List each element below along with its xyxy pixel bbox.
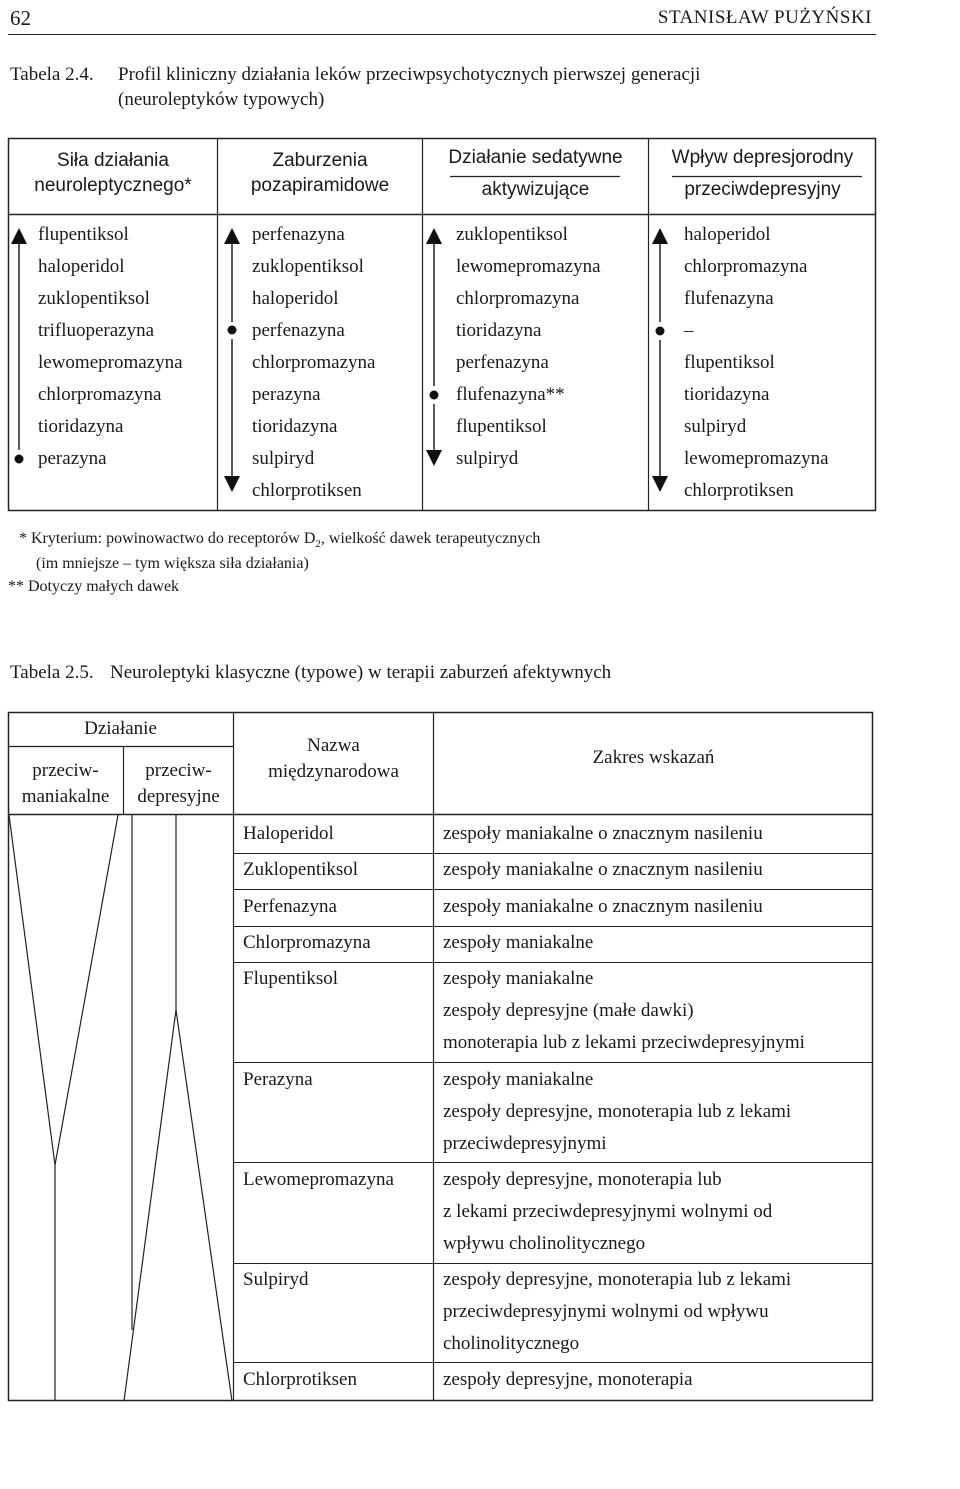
list-item: tioridazyna <box>38 416 124 437</box>
indication-line: zespoły maniakalne o znacznym nasileniu <box>443 859 763 880</box>
list-item: perazyna <box>252 384 321 405</box>
indication-line: wpływu cholinolitycznego <box>443 1233 646 1254</box>
list-item: perfenazyna <box>456 352 549 373</box>
list-item: flufenazyna <box>684 288 774 309</box>
list-item: chlorpromazyna <box>456 288 580 309</box>
list-item: chlorpromazyna <box>252 352 376 373</box>
list-item: sulpiryd <box>456 448 519 469</box>
list-item: lewomepromazyna <box>38 352 183 373</box>
list-item: lewomepromazyna <box>456 256 601 277</box>
col-header-extrapyramidal: Zaburzenia pozapiramidowe <box>250 150 390 196</box>
drug-name: Perazyna <box>243 1069 313 1090</box>
indication-line: zespoły maniakalne <box>443 1069 594 1090</box>
list-item: chlorpromazyna <box>684 256 808 277</box>
running-author: STANISŁAW PUŻYŃSKI <box>657 7 872 28</box>
footnote-criterion: * Kryterium: powinowactwo do receptorów $D_2$, wielkość dawek terapeutycznych <box>19 530 541 551</box>
drug-name: Lewomepromazyna <box>243 1169 394 1190</box>
list-item: perfenazyna <box>252 224 345 245</box>
col-header-neuroleptic-strength: Siła działania neuroleptycznego* <box>34 150 192 196</box>
table-2-4-title: Profil kliniczny działania leków przeciwpsychotycznych pierwszej generacji <box>118 64 701 85</box>
drug-name: Flupentiksol <box>243 968 339 989</box>
list-item: flupentiksol <box>684 352 775 373</box>
indication-line: zespoły depresyjne, monoterapia lub z lekami <box>443 1101 792 1122</box>
list-item: tioridazyna <box>684 384 770 405</box>
list-item: flupentiksol <box>38 224 129 245</box>
list-item: zuklopentiksol <box>252 256 364 277</box>
drug-name: Zuklopentiksol <box>243 859 359 880</box>
indication-line: z lekami przeciwdepresyjnymi wolnymi od <box>443 1201 773 1222</box>
indication-line: zespoły depresyjne, monoterapia lub <box>443 1169 722 1190</box>
list-item: zuklopentiksol <box>456 224 568 245</box>
table-2-4-label: Tabela 2.4. <box>10 64 94 85</box>
list-item: haloperidol <box>252 288 339 309</box>
drug-name: Perfenazyna <box>243 896 337 917</box>
indication-line: zespoły maniakalne o znacznym nasileniu <box>443 823 763 844</box>
header-antimanic: przeciw- maniakalne <box>21 760 110 807</box>
antimanic-wedge <box>9 815 118 1401</box>
list-item: trifluoperazyna <box>38 320 155 341</box>
footnote-criterion-cont: (im mniejsze – tym większa siła działania) <box>36 555 309 572</box>
header-international-name: Nazwa międzynarodowa <box>268 735 399 782</box>
indication-line: zespoły maniakalne o znacznym nasileniu <box>443 896 763 917</box>
table-2-4-title-cont: (neuroleptyków typowych) <box>118 89 325 110</box>
list-item: perfenazyna <box>252 320 345 341</box>
indication-line: cholinolitycznego <box>443 1333 580 1354</box>
list-item: chlorpromazyna <box>38 384 162 405</box>
col-header-depressive-effect: Wpływ depresjorodny przeciwdepresyjny <box>671 147 854 200</box>
table-2-5-title: Neuroleptyki klasyczne (typowe) w terapii zaburzeń afektywnych <box>110 662 612 683</box>
antidepressant-wedge <box>124 815 232 1401</box>
header-antidepressant: przeciw- depresyjne <box>137 760 220 807</box>
list-item: haloperidol <box>684 224 771 245</box>
col-header-sedative: Działanie sedatywne aktywizujące <box>448 147 623 200</box>
list-item: – <box>684 320 694 341</box>
drug-name: Chlorpromazyna <box>243 932 371 953</box>
indication-line: przeciwdepresyjnymi <box>443 1133 607 1154</box>
indication-line: zespoły depresyjne, monoterapia lub z lekami <box>443 1269 792 1290</box>
page-number: 62 <box>10 6 31 30</box>
list-item: sulpiryd <box>684 416 747 437</box>
indication-line: przeciwdepresyjnymi wolnymi od wpływu <box>443 1301 769 1322</box>
indication-line: zespoły depresyjne (małe dawki) <box>443 1000 694 1021</box>
indication-line: zespoły maniakalne <box>443 968 594 989</box>
drug-name: Chlorprotiksen <box>243 1369 357 1390</box>
list-item: flupentiksol <box>456 416 547 437</box>
list-item: sulpiryd <box>252 448 315 469</box>
list-item: zuklopentiksol <box>38 288 150 309</box>
list-item: haloperidol <box>38 256 125 277</box>
footnote-small-doses: ** Dotyczy małych dawek <box>8 578 180 595</box>
indication-line: zespoły maniakalne <box>443 932 594 953</box>
list-item: chlorprotiksen <box>684 480 794 501</box>
header-action: Działanie <box>84 718 157 739</box>
header-indications: Zakres wskazań <box>592 747 715 768</box>
list-item: tioridazyna <box>252 416 338 437</box>
indication-line: monoterapia lub z lekami przeciwdepresyjnymi <box>443 1032 805 1053</box>
list-item: perazyna <box>38 448 107 469</box>
list-item: tioridazyna <box>456 320 542 341</box>
list-item: lewomepromazyna <box>684 448 829 469</box>
drug-name: Sulpiryd <box>243 1269 309 1290</box>
table-2-5-label: Tabela 2.5. <box>10 662 94 683</box>
list-item: flufenazyna** <box>456 384 565 405</box>
list-item: chlorprotiksen <box>252 480 362 501</box>
drug-name: Haloperidol <box>243 823 334 844</box>
indication-line: zespoły depresyjne, monoterapia <box>443 1369 693 1390</box>
